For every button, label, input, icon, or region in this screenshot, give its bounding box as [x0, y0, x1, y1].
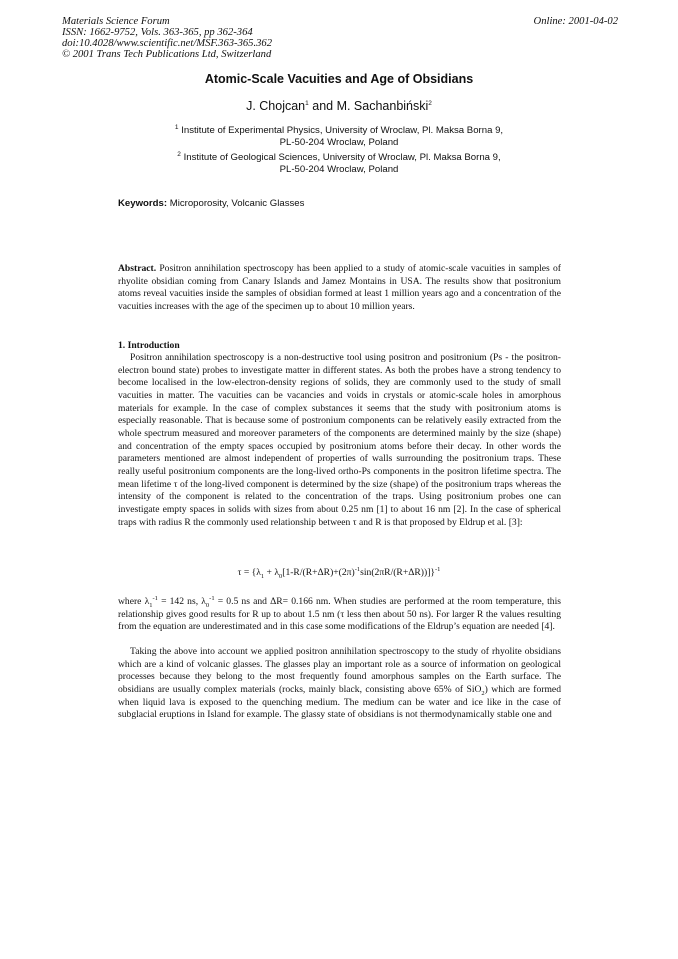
- issn-line: ISSN: 1662-9752, Vols. 363-365, pp 362-364: [62, 27, 253, 38]
- paper-title: Atomic-Scale Vacuities and Age of Obsidians: [204, 72, 474, 86]
- equation: $\tau = \{\lambda_1 + \lambda_0[1-R/(R+\Delta R)+(2\pi)^{-1}\sin(2\pi R/(R+\Delta R))]\}^{-1}$: [237, 565, 441, 580]
- affiliation-marker: 2: [177, 150, 181, 158]
- keywords-label: Keywords:: [118, 198, 168, 209]
- author-name: J. Chojcan: [246, 99, 306, 113]
- abstract-label: Abstract.: [118, 263, 157, 274]
- affiliation-line: Institute of Geological Sciences, University of Wroclaw, Pl. Maksa Borna 9,: [183, 152, 501, 163]
- affiliation-marker: 1: [174, 123, 179, 131]
- body-paragraph: [118, 352, 561, 529]
- affiliation-line: PL-50-204 Wroclaw, Poland: [279, 137, 399, 148]
- affiliation-marker: 2: [428, 99, 432, 107]
- abstract: [118, 263, 561, 314]
- body-paragraph: Taking the above into account we applied positron annihilation spectroscopy to the study of rhyolite obsidians which are a kind of volcanic glasses. The glasses play an important role as a source of information on geological processes because they belong to the most frequently found amorphous samples on the Earth surface. The obsidians are usually complex materials (rocks, mainly black, consisting above 65% of SiO$_2$) which are formed when liquid lava is exposed to the quenching medium. The medium can be water and ice like in the case of subglacial eruptions in Island for example. The glassy state of obsidians is not thermodynamically stable one and: [118, 646, 561, 721]
- abstract-text: Positron annihilation spectroscopy has been applied to a study of atomic-scale vacuities in samples of rhyolite obsidian coming from Canary Islands and Jamez Montains in USA. The results show that positronium atoms reveal vacuities inside the samples of obsidian formed at least 1 million years ago and a concentration of the vacuities increases with the age of the specimen up to about 10 million years.: [118, 263, 561, 312]
- affiliation-line: PL-50-204 Wroclaw, Poland: [279, 164, 399, 175]
- copyright-line: © 2001 Trans Tech Publications Ltd, Switzerland: [62, 49, 272, 60]
- author-list: [0, 99, 678, 113]
- online-date: Online: 2001-04-02: [533, 16, 618, 27]
- doi-line[interactable]: doi:10.4028/www.scientific.net/MSF.363-365.362: [62, 38, 272, 49]
- journal-name: Materials Science Forum: [62, 16, 170, 27]
- keywords-text: Microporosity, Volcanic Glasses: [167, 198, 305, 209]
- affiliation: [0, 152, 678, 176]
- author-separator: and: [308, 99, 337, 113]
- affiliation-marker: 1: [305, 99, 309, 107]
- section-heading: 1. Introduction: [118, 340, 180, 351]
- keywords: [118, 198, 304, 209]
- author-name: M. Sachanbiński: [336, 99, 429, 113]
- body-paragraph: where $\lambda_1^{-1} = 142$ ns, $\lambda_0^{-1} = 0.5$ ns and ΔR= 0.166 nm. When studies are performed at the room temperature, this relationship gives good results for R up to about 1.5 nm (τ less then about 50 ns). For larger R the values resulting from the equation are underestimated and in this case some modifications of the Eldrup’s equation are needed [4].: [118, 594, 561, 633]
- paragraph-text: Positron annihilation spectroscopy is a non-destructive tool using positron and positronium (Ps - the positron-electron bound state) probes to investigate matter in different states. As both the probes have a strong tendency to become localised in the low-electron-density regions of solids, they are commonly used to the study of small vacuities in matter. The vacuities can be vacancies and voids in crystals or atomic-scale holes in amorphous materials for example. In the case of complex substances it seems that the study with positronium atoms is especially reasonable. That is because some of postronium components can be relatively easily extracted from the whole spectrum measured and moreover parameters of the components are determined mainly by the size (shape) and concentration of the empty spaces occupied by positronium atoms before their decay. In other words the parameters mentioned are almost independent of properties of walls surrounding the positronium traps. These really useful positronium components are the long-lived ortho-Ps components in the positron lifetime spectra. The mean lifetime τ of the long-lived component is determined by the size (shape) of the positronium traps whereas the intensity of the component is related to the concentration of the traps. Using positronium probes one can investigate empty spaces in solids with sizes from about 0.25 nm [1] to about 16 nm [2]. In the case of spherical traps with radius R the commonly used relationship between τ and R is that proposed by Eldrup et al. [3]:: [118, 352, 561, 528]
- affiliation: [0, 125, 678, 149]
- affiliation-line: Institute of Experimental Physics, University of Wroclaw, Pl. Maksa Borna 9,: [181, 125, 504, 136]
- page-header: [62, 16, 618, 60]
